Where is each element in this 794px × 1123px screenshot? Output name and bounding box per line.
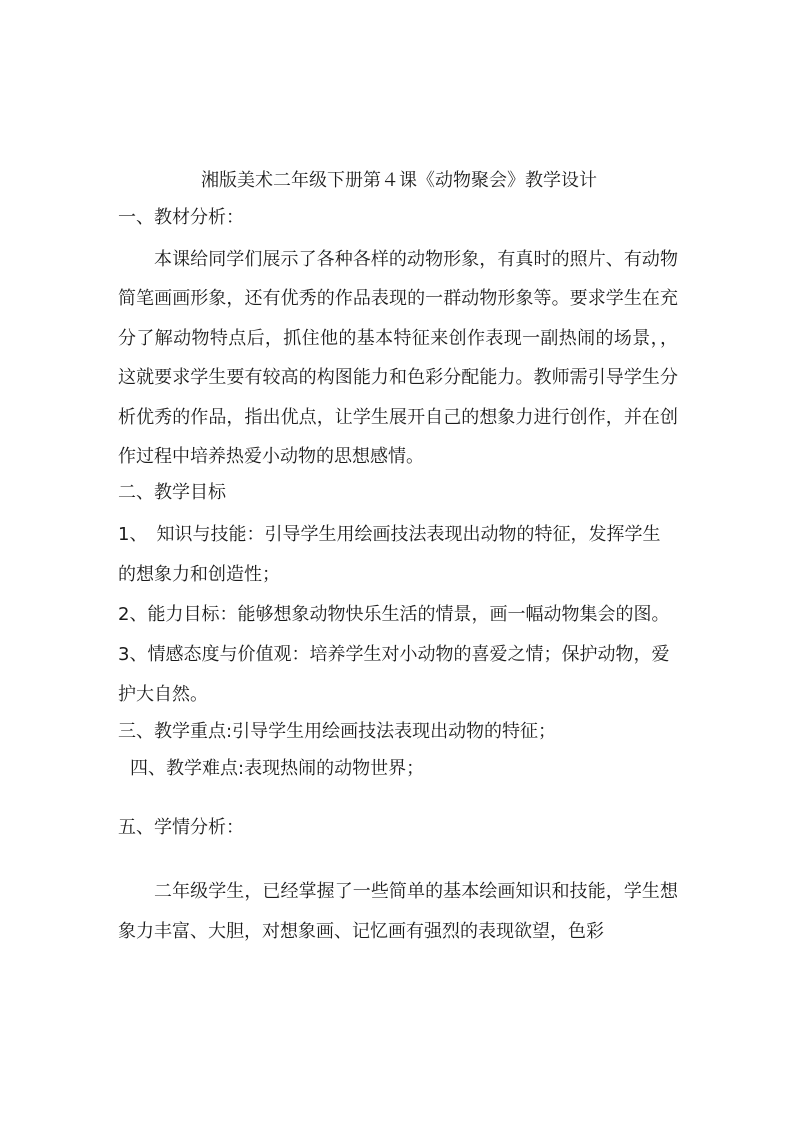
section-heading-textbook-analysis: 一、教材分析： <box>118 207 244 228</box>
document-title: 湘版美术二年级下册第４课《动物聚会》教学设计 <box>201 170 597 191</box>
goal-item-knowledge-skills: 1、 知识与技能：引导学生用绘画技法表现出动物的特征，发挥学生的想象力和创造性； <box>118 524 661 586</box>
document-body <box>118 166 678 951</box>
paragraph-textbook-analysis: 本课给同学们展示了各种各样的动物形象，有真时的照片、有动物简笔画画形象，还有优秀的作品表现的一群动物形象等。要求学生在充分了解动物特点后，抓住他的基本特征来创作表现一副热闹的场景，，这就要求学生要有较高的构图能力和色彩分配能力。教师需引导学生分析优秀的作品，指出优点，让学生展开自己的想象力进行创作，并在创作过程中培养热爱小动物的思想感情。 <box>118 249 678 468</box>
goal-item-ability: 2、能力目标：能够想象动物快乐生活的情景，画一幅动物集会的图。 <box>118 604 670 626</box>
goal-item-emotion-values: 3、情感态度与价值观：培养学生对小动物的喜爱之情；保护动物，爱护大自然。 <box>118 644 670 706</box>
section-heading-student-analysis: 五、学情分析： <box>118 817 244 839</box>
section-heading-teaching-goals: 二、教学目标 <box>118 482 226 504</box>
section-heading-teaching-difficulty: 四、教学难点:表现热闹的动物世界； <box>130 758 425 780</box>
section-heading-teaching-focus: 三、教学重点:引导学生用绘画技法表现出动物的特征； <box>118 721 557 743</box>
paragraph-student-analysis: 二年级学生，已经掌握了一些简单的基本绘画知识和技能，学生想象力丰富、大胆，对想象画、记忆画有强烈的表现欲望，色彩 <box>118 881 678 942</box>
